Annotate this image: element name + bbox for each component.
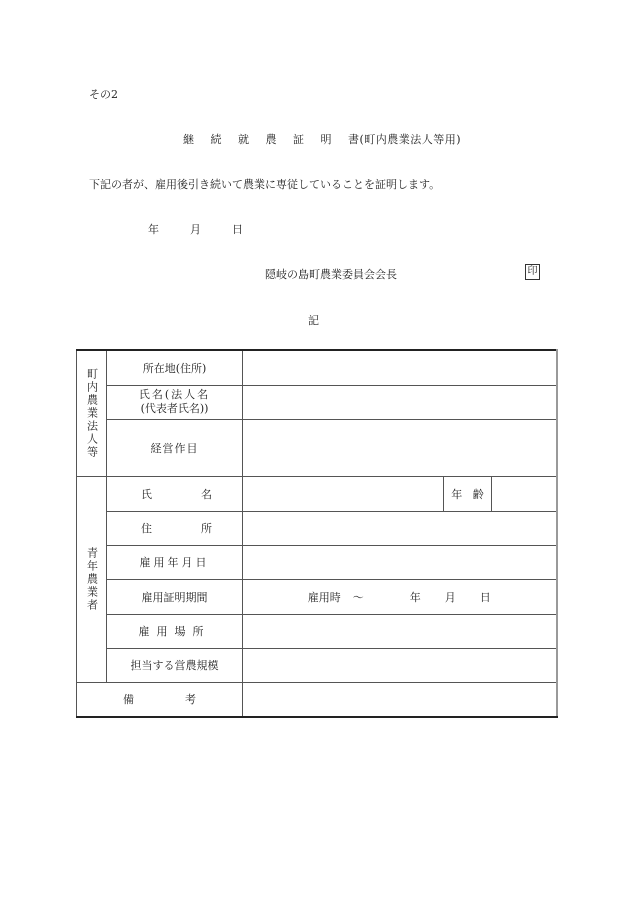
farmer-section-label-text: 青年農業者 <box>85 546 99 612</box>
title-char: 継 <box>183 133 195 146</box>
label-name-b: 名 <box>201 487 212 501</box>
form-number: その2 <box>89 88 118 101</box>
label-corp-name <box>107 385 243 419</box>
label-address-b: 所 <box>201 522 212 535</box>
table-row <box>77 476 557 511</box>
period-month: 月 <box>444 590 456 604</box>
label-crops: 経営作目 <box>107 419 243 476</box>
name-field[interactable] <box>243 476 444 511</box>
label-period: 雇用証明期間 <box>107 579 243 614</box>
scale-field[interactable] <box>243 648 557 682</box>
corp-name-field[interactable] <box>243 385 557 419</box>
label-hire-date: 雇用年月日 <box>107 545 243 579</box>
label-address <box>107 511 243 545</box>
label-age <box>444 476 492 511</box>
address-field[interactable] <box>243 511 557 545</box>
period-field[interactable] <box>243 579 557 614</box>
table-row <box>77 419 557 476</box>
ki-heading: 記 <box>308 314 319 327</box>
label-place: 雇用場所 <box>107 614 243 648</box>
place-field[interactable] <box>243 614 557 648</box>
period-year: 年 <box>409 590 421 604</box>
date-month: 月 <box>190 223 201 236</box>
table-row <box>77 385 557 419</box>
hire-date-field[interactable] <box>243 545 557 579</box>
label-remarks-a: 備 <box>123 693 134 707</box>
label-corp-name-line2: (代表者氏名)) <box>140 402 209 415</box>
label-name <box>107 476 243 511</box>
date-year: 年 <box>148 223 159 236</box>
seal-mark: 印 <box>525 264 540 280</box>
table-row <box>77 648 557 682</box>
table-row <box>77 614 557 648</box>
table-row <box>77 545 557 579</box>
date-day: 日 <box>232 223 243 236</box>
title-char: 証 <box>293 133 305 146</box>
period-tilde: 〜 <box>352 590 364 604</box>
label-scale: 担当する営農規模 <box>107 648 243 682</box>
title-char: 続 <box>210 133 222 146</box>
title-char: 就 <box>238 133 250 146</box>
certification-statement: 下記の者が、雇用後引き続いて農業に専従していることを証明します。 <box>89 178 441 191</box>
crops-field[interactable] <box>243 419 557 476</box>
title-char: 明 <box>320 133 332 146</box>
remarks-field[interactable] <box>243 682 557 717</box>
label-address-a: 住 <box>141 522 152 535</box>
corp-section-label-text: 町内農業法人等 <box>85 367 99 459</box>
title-char: 書 <box>348 133 360 146</box>
issue-date <box>148 221 243 237</box>
label-remarks <box>77 682 243 717</box>
table-row <box>77 579 557 614</box>
table-row <box>77 511 557 545</box>
label-age-b: 齢 <box>472 487 484 501</box>
label-age-a: 年 <box>451 487 463 501</box>
period-from: 雇用時 <box>307 590 341 604</box>
label-location: 所在地(住所) <box>107 350 243 385</box>
table-row <box>77 682 557 717</box>
label-name-a: 氏 <box>141 487 152 501</box>
title-char: 農 <box>265 133 277 146</box>
corp-section-label <box>77 350 107 476</box>
label-corp-name-line1: 氏名(法人名 <box>138 388 211 401</box>
label-remarks-b: 考 <box>185 693 196 707</box>
age-field[interactable] <box>492 476 557 511</box>
document-title <box>183 131 461 147</box>
period-day: 日 <box>479 590 491 604</box>
certification-table <box>76 349 558 718</box>
issuer-name: 隠岐の島町農業委員会会長 <box>265 268 397 281</box>
title-suffix: (町内農業法人等用) <box>359 133 462 146</box>
table-row <box>77 350 557 385</box>
location-field[interactable] <box>243 350 557 385</box>
farmer-section-label <box>77 476 107 682</box>
